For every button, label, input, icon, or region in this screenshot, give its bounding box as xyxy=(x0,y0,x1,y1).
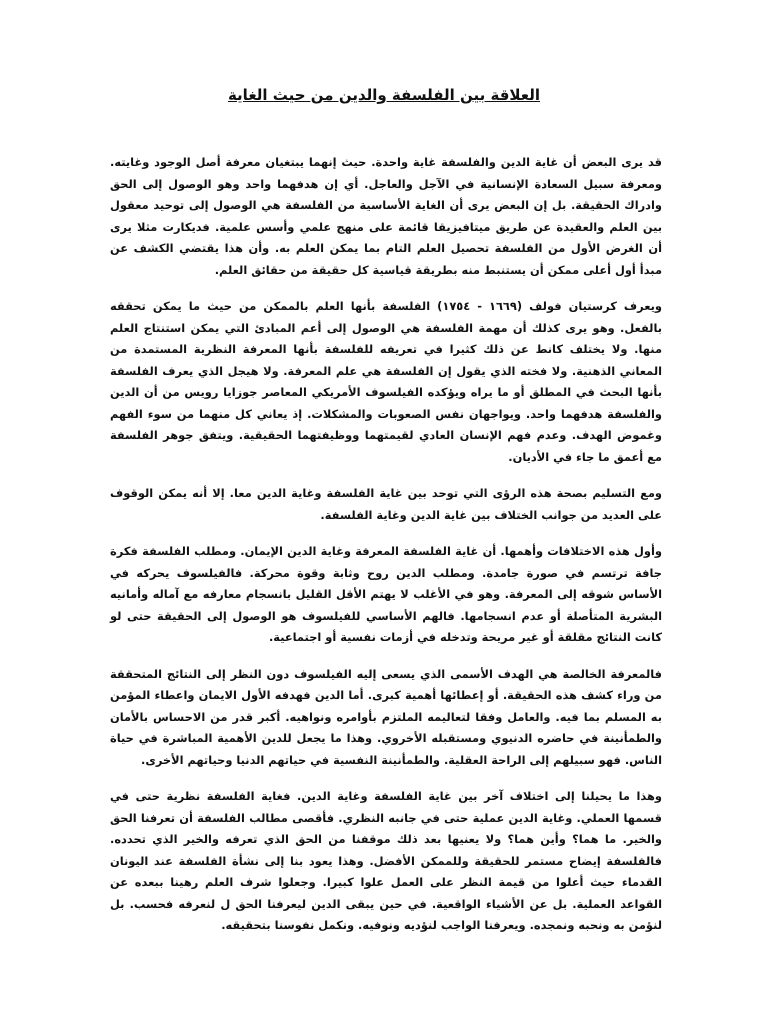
paragraph-2: ويعرف كرستيان فولف (١٦٦٩ - ١٧٥٤) الفلسفة بأنها العلم بالممكن من حيث ما يمكن تحققه بالفعل. وهو يرى كذلك أن مهمة الفلسفة هي الوصول إلى أعم المبادئ التي يمكن استنتاج العلم منها. ولا يختلف كانط عن ذلك كثيرا في تعريفه للفلسفة بأنها المعرفة النظرية المستمدة من المعاني الذهنية. ولا فخته الذي يقول إن الفلسفة هي علم المعرفة. ولا هيجل الذي يعرف الفلسفة بأنها البحث في المطلق أو ما يراه ويؤكده الفيلسوف الأمريكي المعاصر جوزايا رويس من أن الدين والفلسفة هدفهما واحد. ويواجهان نفس الصعوبات والمشكلات. إذ يعاني كل منهما من سوء الفهم وغموض الهدف. وعدم فهم الإنسان العادي لقيمتهما ووظيفتهما الحقيقية. ويتفق جوهر الفلسفة مع أعمق ما جاء في الأديان. xyxy=(110,299,662,464)
document-body xyxy=(110,152,662,952)
paragraph-4: وأول هذه الاختلافات وأهمها. أن غاية الفلسفة المعرفة وغاية الدين الإيمان. ومطلب الفلسفة فكرة جافة ترتسم في صورة جامدة. ومطلب الدين روح وثابة وقوة محركة. فالفيلسوف يحركه في الأساس شوقه إلى المعرفة. وهو في الأغلب لا يهتم الأقل القليل بانسجام معارفه مع آماله وأمانيه البشرية المتأصلة أو عدم انسجامها. فالهم الأساسي للفيلسوف هو الوصول إلى الحقيقة حتى لو كانت النتائج مقلقة أو غير مريحة وتدخله في أزمات نفسية أو اجتماعية. xyxy=(110,544,662,644)
paragraph-3: ومع التسليم بصحة هذه الرؤى التي توحد بين غاية الفلسفة وغاية الدين معا. إلا أنه يمكن الوقوف على العديد من جوانب الختلاف بين غاية الدين وغاية الفلسفة. xyxy=(110,486,662,522)
paragraph-1: قد يرى البعض أن غاية الدين والفلسفة غاية واحدة. حيث إنهما يبتغيان معرفة أصل الوجود وغايته. ومعرفة سبيل السعادة الإنسانية في الآجل والعاجل. أي إن هدفهما واحد وهو الوصول إلى الحق وادراك الحقيقة. بل إن البعض يرى أن الغاية الأساسية من الفلسفة هي الوصول إلى توحيد معقول بين العلم والعقيدة عن طريق ميتافيزيقا قائمة على منهج علمي وأسس علمية. فديكارت مثلا يرى أن الغرض الأول من الفلسفة تحصيل العلم التام بما يمكن العلم به. وأن هذا يقتضي الكشف عن مبدأ أول أعلى ممكن أن يستنبط منه بطريقة قياسية كل حقيقة من حقائق العلم. xyxy=(110,155,662,277)
document-title: العلاقة بين الفلسفة والدين من حيث الغاية xyxy=(227,86,541,104)
paragraph-6: وهذا ما يحيلنا إلى اختلاف آخر بين غاية الفلسفة وغاية الدين. فغاية الفلسفة نظرية حتى في قسمها العملي. وغاية الدين عملية حتى في جانبه النظري. فأقصى مطالب الفلسفة أن تعرفنا الحق والخير. ما هما؟ وأين هما؟ ولا يعنيها بعد ذلك موقفنا من الحق الذي تعرفه والخير الذي تحدده. فالفلسفة إيضاح مستمر للحقيقة وللممكن الأفضل. وهذا يعود بنا إلى نشأة الفلسفة عند اليونان القدماء حيث أعلوا من قيمة النظر على العمل علوا كبيرا. وجعلوا شرف العلم رهينا ببعده عن القواعد العملية. بل عن الأشياء الواقعية. في حين يبقى الدين ليعرفنا الحق ل لنعرفه فحسب. بل لنؤمن به ونحبه ونمجده. ويعرفنا الواجب لنؤديه ونوفيه. ونكمل نفوسنا بتحقيقه. xyxy=(110,789,662,932)
paragraph-5: فالمعرفة الخالصة هي الهدف الأسمى الذي يسعى إليه الفيلسوف دون النظر إلى النتائج المتحققة من وراء كشف هذه الحقيقة. أو إعطائها أهمية كبرى. أما الدين فهدفه الأول الايمان واعطاء المؤمن به المسلم بما فيه. والعامل وفقا لتعاليمه الملتزم بأوامره ونواهيه. أكبر قدر من الاحساس بالأمان والطمأنينة في حاضره الدنيوي ومستقبله الأخروي. وهذا ما يجعل للدين الأهمية المباشرة في حياة الناس. فهو سبيلهم إلى الراحة العقلية. والطمأنينة النفسية في حياتهم الدنيا وحياتهم الأخرى. xyxy=(110,666,662,767)
